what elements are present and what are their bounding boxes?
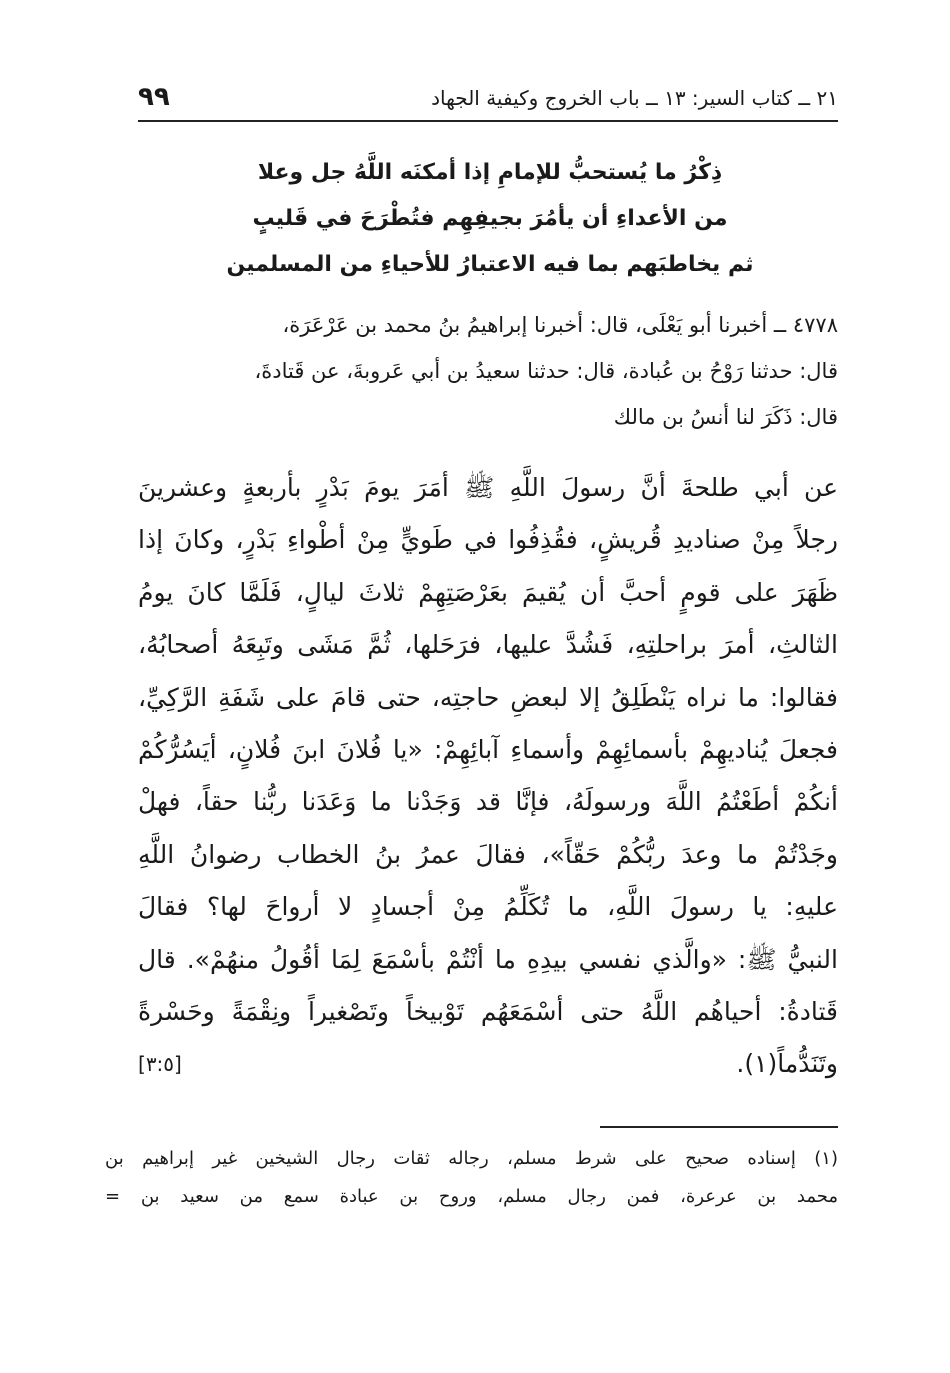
heading-line: ثم يخاطبَهم بما فيه الاعتبارُ للأحياءِ من المسلمين [226, 252, 754, 277]
isnad-line: قال: ذَكَرَ لنا أنسُ بن مالك [613, 405, 838, 429]
text-line: فجعلَ يُناديهِمْ بأسمائِهِمْ وأسماءِ آبائِهِمْ: «يا فُلانَ ابنَ فُلانٍ، أيَسُرُّكُمْ [138, 734, 838, 764]
text-line: فقالوا: ما نراه يَنْطَلِقُ إلا لبعضِ حاجتِه، حتى قامَ على شَفَةِ الرَّكِيِّ، [138, 682, 838, 712]
page-number: ٩٩ [138, 82, 170, 112]
text-line: عن أبي طلحةَ أنَّ رسولَ اللَّهِ ﷺ أمَرَ يومَ بَدْرٍ بأربعةٍ وعشرينَ [138, 473, 838, 502]
header-divider [138, 120, 838, 122]
heading-line: من الأعداءِ أن يأمُرَ بجيفِهِم فتُطْرَحَ في قَليبٍ [252, 206, 728, 231]
text-line: قَتادةُ: أحياهُم اللَّهُ حتى أسْمَعَهُم تَوْبيخاً وتَصْغيراً ونِقْمَةً وحَسْرةً [138, 996, 838, 1026]
footnote-line: محمد بن عرعرة، فمن رجال مسلم، وروح بن عبادة سمع من سعيد بن = [105, 1186, 838, 1207]
text-line: ظَهَرَ على قومٍ أحبَّ أن يُقيمَ بعَرْصَتِهِمْ ثلاثَ ليالٍ، فَلَمَّا كانَ يومُ [138, 577, 838, 607]
footnote [105, 1140, 838, 1216]
text-line-last [138, 1038, 838, 1090]
isnad-line: ٤٧٧٨ ــ أخبرنا أبو يَعْلَى، قال: أخبرنا إبراهيمُ بنُ محمد بن عَرْعَرَة، [282, 313, 838, 337]
header-title: ٢١ ــ كتاب السير: ١٣ ــ باب الخروج وكيفية الجهاد [431, 86, 838, 110]
isnad-line: قال: حدثنا رَوْحُ بن عُبادة، قال: حدثنا سعيدُ بن أبي عَروبةَ، عن قَتادةَ، [254, 359, 838, 383]
heading-line: ذِكْرُ ما يُستحبُّ للإمامِ إذا أمكنَه اللَّهُ جل وعلا [257, 160, 723, 185]
running-header [138, 82, 838, 118]
hadith-isnad [138, 302, 838, 440]
chapter-heading [180, 150, 800, 288]
text-line: الثالثِ، أمرَ براحلتِهِ، فَشُدَّ عليها، فرَحَلها، ثُمَّ مَشَى وتَبِعَهُ أصحابُهُ، [138, 630, 838, 660]
text-line: رجلاً مِنْ صناديدِ قُريشٍ، فقُذِفُوا في طَويٍّ مِنْ أطْواءِ بَدْرٍ، وكانَ إذا [138, 525, 838, 555]
text-line: النبيُّ ﷺ: «والَّذي نفسي بيدِهِ ما أنْتُمْ بأسْمَعَ لِمَا أقُولُ منهُمْ». قال [138, 944, 838, 974]
text-line-end: وتَنَدُّماً(١). [736, 1049, 838, 1079]
hadith-text [138, 462, 838, 1091]
footnote-line: (١) إسناده صحيح على شرط مسلم، رجاله ثقات رجال الشيخين غير إبراهيم بن [105, 1148, 838, 1169]
text-line: وجَدْتُمْ ما وعدَ ربُّكُمْ حَقّاً»، فقالَ عمرُ بنُ الخطاب رضوانُ اللَّهِ [138, 839, 838, 869]
text-line: عليهِ: يا رسولَ اللَّهِ، ما تُكَلِّمُ مِنْ أجسادٍ لا أرواحَ لها؟ فقالَ [138, 892, 838, 922]
reference-code: [٣:٥] [138, 1052, 182, 1077]
text-line: أنكُمْ أطَعْتُمُ اللَّهَ ورسولَهُ، فإنَّا قد وَجَدْنا ما وَعَدَنا ربُّنا حقاً، فهلْ [138, 787, 838, 817]
footnote-divider [600, 1126, 838, 1128]
